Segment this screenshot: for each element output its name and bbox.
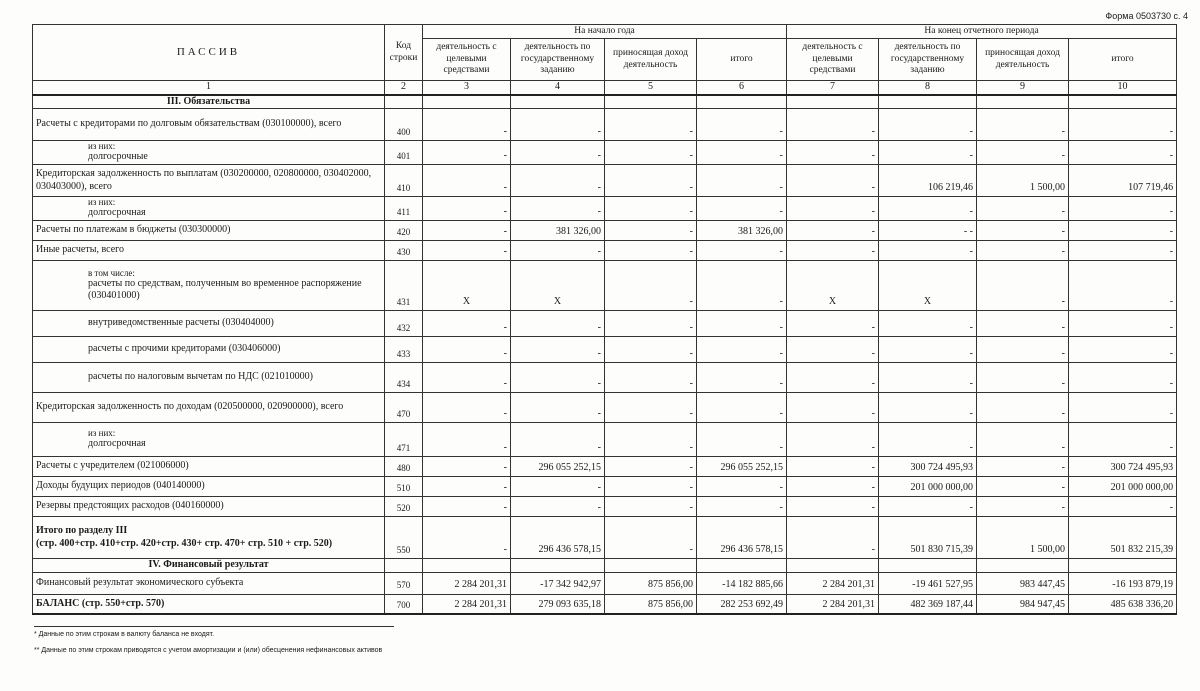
- col-number: 9: [977, 81, 1069, 95]
- value-cell: 296 436 578,15: [511, 517, 605, 559]
- value-cell: -: [879, 337, 977, 363]
- value-cell: 106 219,46: [879, 165, 977, 197]
- col-number: 4: [511, 81, 605, 95]
- value-cell: -: [605, 197, 697, 221]
- row-name: расчеты по налоговым вычетам по НДС (021010000): [88, 371, 313, 383]
- empty-cell: [511, 95, 605, 109]
- value-cell: -: [697, 261, 787, 311]
- table-row: [33, 393, 1177, 423]
- value-cell: -: [423, 241, 511, 261]
- value-cell: -: [423, 337, 511, 363]
- value-cell: 296 436 578,15: [697, 517, 787, 559]
- table-row: [33, 109, 1177, 141]
- row-name-cell: [33, 337, 385, 363]
- value-cell: 983 447,45: [977, 572, 1069, 594]
- table-header: [33, 25, 1177, 95]
- table-row: [33, 423, 1177, 457]
- value-cell: 282 253 692,49: [697, 594, 787, 614]
- value-cell: -: [787, 423, 879, 457]
- value-cell: -: [787, 311, 879, 337]
- row-name-cell: [33, 109, 385, 141]
- value-cell: X: [511, 261, 605, 311]
- value-cell: -: [787, 141, 879, 165]
- col-income-start: приносящая доход деятельность: [605, 39, 697, 81]
- value-cell: -: [977, 141, 1069, 165]
- row-name: Итого по разделу III: [36, 525, 128, 536]
- value-cell: -: [787, 197, 879, 221]
- value-cell: -: [697, 311, 787, 337]
- value-cell: -: [423, 497, 511, 517]
- period-end-heading: На конец отчетного периода: [787, 25, 1177, 39]
- value-cell: 2 284 201,31: [787, 594, 879, 614]
- table-row: [33, 311, 1177, 337]
- empty-cell: [605, 95, 697, 109]
- value-cell: -: [423, 165, 511, 197]
- table-row: [33, 197, 1177, 221]
- value-cell: -: [423, 363, 511, 393]
- value-cell: 107 719,46: [1069, 165, 1177, 197]
- value-cell: -: [1069, 311, 1177, 337]
- empty-cell: [511, 559, 605, 573]
- value-cell: -: [605, 497, 697, 517]
- value-cell: 482 369 187,44: [879, 594, 977, 614]
- row-code: 520: [385, 497, 423, 517]
- value-cell: -: [511, 141, 605, 165]
- value-cell: -: [697, 165, 787, 197]
- row-name: долгосрочная: [88, 206, 146, 218]
- value-cell: 501 830 715,39: [879, 517, 977, 559]
- row-code: 430: [385, 241, 423, 261]
- row-name-cell: [33, 141, 385, 165]
- value-cell: -: [1069, 109, 1177, 141]
- value-cell: 1 500,00: [977, 165, 1069, 197]
- row-name: Доходы будущих периодов (040140000): [36, 480, 205, 492]
- row-name-cell: [33, 457, 385, 477]
- value-cell: 1 500,00: [977, 517, 1069, 559]
- value-cell: -: [697, 497, 787, 517]
- row-name-cell: [33, 517, 385, 559]
- table-row: [33, 363, 1177, 393]
- value-cell: -: [697, 363, 787, 393]
- empty-cell: [1069, 95, 1177, 109]
- value-cell: -: [787, 221, 879, 241]
- period-start-heading: На начало года: [423, 25, 787, 39]
- col-number: 10: [1069, 81, 1177, 95]
- table-row: [33, 261, 1177, 311]
- row-name: Кредиторская задолженность по доходам (020500000, 020900000), всего: [36, 401, 344, 413]
- value-cell: 300 724 495,93: [1069, 457, 1177, 477]
- value-cell: -: [511, 165, 605, 197]
- row-name: Расчеты с кредиторами по долговым обязательствам (030100000), всего: [36, 118, 342, 130]
- table-row: [33, 241, 1177, 261]
- value-cell: 2 284 201,31: [423, 572, 511, 594]
- value-cell: 201 000 000,00: [1069, 477, 1177, 497]
- balance-sheet: [32, 24, 1176, 615]
- value-cell: -: [605, 109, 697, 141]
- value-cell: -: [977, 363, 1069, 393]
- value-cell: -: [423, 393, 511, 423]
- row-name: БАЛАНС (стр. 550+стр. 570): [36, 597, 165, 609]
- value-cell: -: [423, 197, 511, 221]
- code-heading: Код строки: [385, 25, 423, 81]
- empty-cell: [1069, 559, 1177, 573]
- row-name-cell: [33, 423, 385, 457]
- value-cell: -: [1069, 197, 1177, 221]
- value-cell: -: [605, 141, 697, 165]
- value-cell: -: [879, 423, 977, 457]
- value-cell: -: [605, 363, 697, 393]
- row-name-cell: [33, 393, 385, 423]
- value-cell: -: [605, 311, 697, 337]
- empty-cell: [977, 95, 1069, 109]
- value-cell: -: [605, 337, 697, 363]
- table-row: [33, 221, 1177, 241]
- value-cell: -: [977, 241, 1069, 261]
- value-cell: -: [423, 457, 511, 477]
- row-name: Расчеты по платежам в бюджеты (030300000): [36, 224, 231, 236]
- row-name-cell: [33, 497, 385, 517]
- value-cell: -: [697, 197, 787, 221]
- value-cell: -: [605, 393, 697, 423]
- col-total-start: итого: [697, 39, 787, 81]
- row-code: 700: [385, 594, 423, 614]
- value-cell: -: [423, 477, 511, 497]
- row-code: 420: [385, 221, 423, 241]
- value-cell: -: [977, 457, 1069, 477]
- row-code: 410: [385, 165, 423, 197]
- value-cell: -: [1069, 241, 1177, 261]
- value-cell: -: [423, 141, 511, 165]
- col-number: 6: [697, 81, 787, 95]
- row-code: 400: [385, 109, 423, 141]
- value-cell: -: [787, 517, 879, 559]
- value-cell: -: [511, 363, 605, 393]
- empty-cell: [787, 559, 879, 573]
- row-subheading: из них:: [88, 140, 116, 151]
- value-cell: -: [977, 221, 1069, 241]
- value-cell: -: [605, 517, 697, 559]
- value-cell: -: [787, 497, 879, 517]
- value-cell: X: [787, 261, 879, 311]
- value-cell: -: [511, 423, 605, 457]
- row-name: Иные расчеты, всего: [36, 244, 124, 256]
- value-cell: -: [423, 517, 511, 559]
- section-row: [33, 95, 1177, 109]
- value-cell: X: [879, 261, 977, 311]
- value-cell: 279 093 635,18: [511, 594, 605, 614]
- value-cell: -: [423, 109, 511, 141]
- value-cell: -: [787, 109, 879, 141]
- col-number: 7: [787, 81, 879, 95]
- value-cell: -: [511, 109, 605, 141]
- row-code: 510: [385, 477, 423, 497]
- value-cell: -: [1069, 141, 1177, 165]
- value-cell: -: [423, 311, 511, 337]
- row-name-cell: [33, 477, 385, 497]
- value-cell: -: [423, 221, 511, 241]
- value-cell: -: [1069, 423, 1177, 457]
- column-numbers: [33, 81, 1177, 95]
- value-cell: -: [977, 311, 1069, 337]
- value-cell: -: [977, 261, 1069, 311]
- empty-cell: [423, 559, 511, 573]
- value-cell: -: [977, 423, 1069, 457]
- section-iv-title: IV. Финансовый результат: [33, 559, 385, 573]
- value-cell: -: [605, 221, 697, 241]
- value-cell: -14 182 885,66: [697, 572, 787, 594]
- value-cell: -: [879, 363, 977, 393]
- value-cell: -: [511, 393, 605, 423]
- table-row: [33, 517, 1177, 559]
- row-code: 431: [385, 261, 423, 311]
- value-cell: 381 326,00: [697, 221, 787, 241]
- row-name: Расчеты с учредителем (021006000): [36, 460, 189, 472]
- value-cell: -: [977, 393, 1069, 423]
- value-cell: -: [1069, 363, 1177, 393]
- row-name-cell: [33, 363, 385, 393]
- value-cell: -16 193 879,19: [1069, 572, 1177, 594]
- col-total-end: итого: [1069, 39, 1177, 81]
- empty-cell: [423, 95, 511, 109]
- empty-cell: [879, 559, 977, 573]
- value-cell: -: [423, 423, 511, 457]
- value-cell: 875 856,00: [605, 572, 697, 594]
- value-cell: -: [697, 141, 787, 165]
- value-cell: -: [977, 477, 1069, 497]
- col-target-start: деятельность с целевыми средствами: [423, 39, 511, 81]
- row-code: 570: [385, 572, 423, 594]
- row-code: 432: [385, 311, 423, 337]
- value-cell: -: [879, 141, 977, 165]
- value-cell: -: [977, 337, 1069, 363]
- value-cell: -: [511, 241, 605, 261]
- col-number: 3: [423, 81, 511, 95]
- value-cell: -: [879, 197, 977, 221]
- value-cell: -19 461 527,95: [879, 572, 977, 594]
- empty-cell: [385, 95, 423, 109]
- value-cell: 296 055 252,15: [697, 457, 787, 477]
- value-cell: -17 342 942,97: [511, 572, 605, 594]
- value-cell: 501 832 215,39: [1069, 517, 1177, 559]
- row-name: внутриведомственные расчеты (030404000): [88, 317, 274, 329]
- row-name-formula: (стр. 400+стр. 410+стр. 420+стр. 430+ стр. 470+ стр. 510 + стр. 520): [36, 537, 333, 549]
- value-cell: 2 284 201,31: [423, 594, 511, 614]
- value-cell: -: [697, 109, 787, 141]
- row-name: долгосрочные: [88, 150, 148, 162]
- value-cell: -: [977, 109, 1069, 141]
- col-number: 8: [879, 81, 977, 95]
- value-cell: 300 724 495,93: [879, 457, 977, 477]
- value-cell: -: [605, 165, 697, 197]
- value-cell: -: [511, 197, 605, 221]
- value-cell: -: [697, 241, 787, 261]
- footnote: ** Данные по этим строкам приводятся с учетом амортизации и (или) обесценения нефинансовых активов: [34, 647, 383, 654]
- value-cell: -: [697, 337, 787, 363]
- value-cell: -: [1069, 497, 1177, 517]
- value-cell: -: [697, 393, 787, 423]
- value-cell: -: [787, 393, 879, 423]
- value-cell: 296 055 252,15: [511, 457, 605, 477]
- value-cell: -: [1069, 221, 1177, 241]
- col-number: 2: [385, 81, 423, 95]
- value-cell: -: [977, 197, 1069, 221]
- form-number: Форма 0503730 с. 4: [1105, 11, 1188, 21]
- value-cell: -: [605, 457, 697, 477]
- value-cell: -: [605, 423, 697, 457]
- value-cell: -: [787, 477, 879, 497]
- row-code: 471: [385, 423, 423, 457]
- row-name: долгосрочная: [88, 437, 146, 449]
- value-cell: X: [423, 261, 511, 311]
- value-cell: 485 638 336,20: [1069, 594, 1177, 614]
- value-cell: -: [1069, 393, 1177, 423]
- table-row: [33, 141, 1177, 165]
- section-row: [33, 559, 1177, 573]
- value-cell: -: [605, 477, 697, 497]
- value-cell: -: [879, 109, 977, 141]
- value-cell: -: [977, 497, 1069, 517]
- table-row: [33, 572, 1177, 594]
- value-cell: -: [787, 457, 879, 477]
- row-code: 470: [385, 393, 423, 423]
- value-cell: -: [511, 311, 605, 337]
- row-name-cell: [33, 572, 385, 594]
- table-row: [33, 165, 1177, 197]
- row-code: 401: [385, 141, 423, 165]
- empty-cell: [605, 559, 697, 573]
- value-cell: 381 326,00: [511, 221, 605, 241]
- value-cell: -: [879, 497, 977, 517]
- value-cell: -: [787, 337, 879, 363]
- row-name: Финансовый результат экономического субъекта: [36, 576, 244, 588]
- value-cell: -: [787, 241, 879, 261]
- empty-cell: [697, 559, 787, 573]
- value-cell: -: [511, 497, 605, 517]
- value-cell: -: [697, 477, 787, 497]
- value-cell: -: [879, 311, 977, 337]
- value-cell: -: [605, 261, 697, 311]
- row-subheading: из них:: [88, 427, 116, 438]
- empty-cell: [697, 95, 787, 109]
- value-cell: -: [697, 423, 787, 457]
- row-subheading: в том числе:: [88, 267, 135, 278]
- value-cell: - -: [879, 221, 977, 241]
- table-row: [33, 457, 1177, 477]
- row-name: расчеты по средствам, полученным во временное распоряжение (030401000): [88, 277, 362, 301]
- row-code: 434: [385, 363, 423, 393]
- row-name: Кредиторская задолженность по выплатам (030200000, 020800000, 030402000, 030403000), всего: [36, 168, 372, 192]
- value-cell: -: [1069, 261, 1177, 311]
- row-code: 480: [385, 457, 423, 477]
- col-state-end: деятельность по государственному заданию: [879, 39, 977, 81]
- value-cell: -: [787, 363, 879, 393]
- row-name-cell: [33, 241, 385, 261]
- row-subheading: из них:: [88, 196, 116, 207]
- value-cell: 984 947,45: [977, 594, 1069, 614]
- empty-cell: [787, 95, 879, 109]
- row-name-cell: [33, 311, 385, 337]
- row-name-cell: [33, 197, 385, 221]
- value-cell: 875 856,00: [605, 594, 697, 614]
- col-number: 5: [605, 81, 697, 95]
- col-income-end: приносящая доход деятельность: [977, 39, 1069, 81]
- value-cell: 2 284 201,31: [787, 572, 879, 594]
- value-cell: -: [511, 337, 605, 363]
- table-row: [33, 497, 1177, 517]
- value-cell: -: [605, 241, 697, 261]
- empty-cell: [879, 95, 977, 109]
- col-state-start: деятельность по государственному заданию: [511, 39, 605, 81]
- table-row: [33, 337, 1177, 363]
- passive-heading: ПАССИВ: [33, 25, 385, 81]
- footnote: * Данные по этим строкам в валюту баланса не входят.: [34, 631, 215, 638]
- table-row: [33, 594, 1177, 614]
- col-number: 1: [33, 81, 385, 95]
- empty-cell: [977, 559, 1069, 573]
- table-row: [33, 477, 1177, 497]
- row-name-cell: [33, 221, 385, 241]
- value-cell: -: [511, 477, 605, 497]
- row-name: расчеты с прочими кредиторами (030406000): [88, 343, 281, 355]
- row-name-cell: [33, 165, 385, 197]
- liabilities-table: [32, 24, 1177, 615]
- value-cell: -: [1069, 337, 1177, 363]
- row-name-cell: [33, 594, 385, 614]
- value-cell: 201 000 000,00: [879, 477, 977, 497]
- col-target-end: деятельность с целевыми средствами: [787, 39, 879, 81]
- row-code: 411: [385, 197, 423, 221]
- table-body: [33, 95, 1177, 615]
- row-name: Резервы предстоящих расходов (040160000): [36, 500, 224, 512]
- row-code: 550: [385, 517, 423, 559]
- value-cell: -: [879, 393, 977, 423]
- row-name-cell: [33, 261, 385, 311]
- value-cell: -: [879, 241, 977, 261]
- value-cell: -: [787, 165, 879, 197]
- footnotes: [34, 626, 394, 663]
- section-iii-title: III. Обязательства: [33, 95, 385, 109]
- empty-cell: [385, 559, 423, 573]
- row-code: 433: [385, 337, 423, 363]
